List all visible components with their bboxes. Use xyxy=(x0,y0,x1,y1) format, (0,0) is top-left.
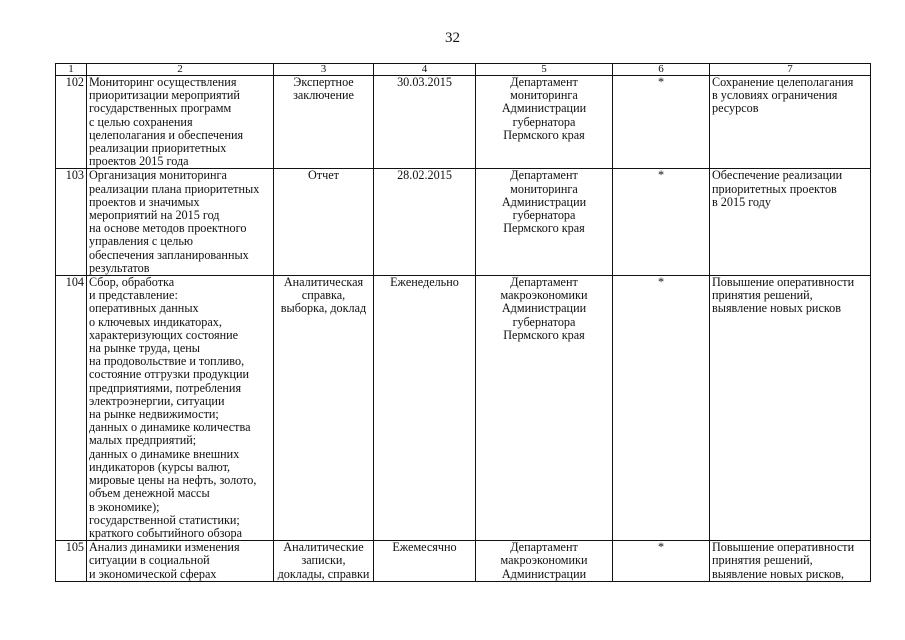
task-description: Мониторинг осуществления приоритизации мероприятий государственных программ с целью сохранения целеполагания и обеспечения реализации приоритетных проектов 2015 года xyxy=(87,76,274,169)
deadline: 28.02.2015 xyxy=(374,169,476,276)
table-row xyxy=(56,76,871,169)
expected-result: Сохранение целеполагания в условиях ограничения ресурсов xyxy=(710,76,871,169)
responsible-unit: Департамент мониторинга Администрации губернатора Пермского края xyxy=(476,169,613,276)
row-number: 105 xyxy=(56,541,87,582)
column-number: 7 xyxy=(710,64,871,76)
deadline: Еженедельно xyxy=(374,276,476,541)
task-description: Организация мониторинга реализации плана приоритетных проектов и значимых мероприятий на 2015 год на основе методов проектного управления с целью обеспечения запланированных результатов xyxy=(87,169,274,276)
mark: * xyxy=(613,276,710,541)
row-number: 102 xyxy=(56,76,87,169)
responsible-unit: Департамент макроэкономики Администрации xyxy=(476,541,613,582)
table-row xyxy=(56,541,871,582)
column-number: 1 xyxy=(56,64,87,76)
output-form: Аналитические записки, доклады, справки xyxy=(274,541,374,582)
column-number: 2 xyxy=(87,64,274,76)
output-form: Экспертное заключение xyxy=(274,76,374,169)
column-number: 5 xyxy=(476,64,613,76)
task-description: Сбор, обработка и представление: оперативных данных о ключевых индикаторах, характеризующих состояние на рынке труда, цены на продовольствие и топливо, состояние отгрузки продукции предприятиями, потребления электроэнергии, ситуации на рынке недвижимости; данных о динамике количества малых предприятий; данных о динамике внешних индикаторов (курсы валют, мировые цены на нефть, золото, объем денежной массы в экономике); государственной статистики; краткого событийного обзора xyxy=(87,276,274,541)
task-description: Анализ динамики изменения ситуации в социальной и экономической сферах xyxy=(87,541,274,582)
row-number: 104 xyxy=(56,276,87,541)
column-number: 3 xyxy=(274,64,374,76)
column-number-row xyxy=(56,64,871,76)
expected-result: Повышение оперативности принятия решений, выявление новых рисков, xyxy=(710,541,871,582)
row-number: 103 xyxy=(56,169,87,276)
table-row xyxy=(56,276,871,541)
column-number: 4 xyxy=(374,64,476,76)
table-row xyxy=(56,169,871,276)
page-number: 32 xyxy=(445,30,460,46)
expected-result: Повышение оперативности принятия решений, выявление новых рисков xyxy=(710,276,871,541)
plan-table xyxy=(55,63,871,582)
deadline: Ежемесячно xyxy=(374,541,476,582)
deadline: 30.03.2015 xyxy=(374,76,476,169)
mark: * xyxy=(613,76,710,169)
responsible-unit: Департамент мониторинга Администрации губернатора Пермского края xyxy=(476,76,613,169)
mark: * xyxy=(613,541,710,582)
expected-result: Обеспечение реализации приоритетных проектов в 2015 году xyxy=(710,169,871,276)
column-number: 6 xyxy=(613,64,710,76)
output-form: Отчет xyxy=(274,169,374,276)
responsible-unit: Департамент макроэкономики Администрации губернатора Пермского края xyxy=(476,276,613,541)
output-form: Аналитическая справка, выборка, доклад xyxy=(274,276,374,541)
mark: * xyxy=(613,169,710,276)
